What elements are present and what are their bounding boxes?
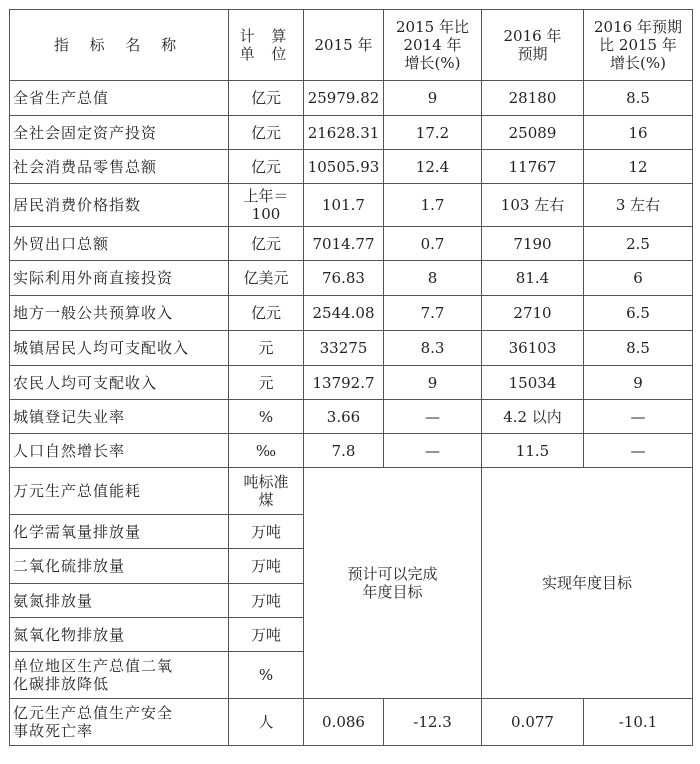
header-unit: 计 算 单 位 (229, 10, 304, 81)
indicator-name: 农民人均可支配收入 (10, 366, 229, 400)
header-expected-2016: 2016 年 预期 (482, 10, 584, 81)
indicator-name: 实际利用外商直接投资 (10, 261, 229, 296)
growth-2015: 0.7 (384, 227, 482, 261)
unit: 亿元 (229, 227, 304, 261)
growth-2015: — (384, 434, 482, 468)
table-row (10, 261, 693, 296)
unit: % (229, 652, 304, 699)
table-row (10, 434, 693, 468)
growth-2015: 8 (384, 261, 482, 296)
value-2015: 25979.82 (304, 81, 384, 116)
growth-2016: -10.1 (584, 699, 693, 746)
indicator-name: 氨氮排放量 (10, 584, 229, 618)
value-2015: 101.7 (304, 184, 384, 227)
growth-2016: 8.5 (584, 81, 693, 116)
growth-2016: 9 (584, 366, 693, 400)
indicator-name: 社会消费品零售总额 (10, 150, 229, 184)
expected-2016: 81.4 (482, 261, 584, 296)
indicator-name: 地方一般公共预算收入 (10, 296, 229, 331)
indicator-name: 全省生产总值 (10, 81, 229, 116)
unit: 万吨 (229, 584, 304, 618)
expected-2016: 25089 (482, 116, 584, 150)
value-2015: 13792.7 (304, 366, 384, 400)
unit: 亿元 (229, 296, 304, 331)
value-2015: 7.8 (304, 434, 384, 468)
table-row (10, 366, 693, 400)
table-row (10, 331, 693, 366)
value-2015: 10505.93 (304, 150, 384, 184)
indicator-name: 城镇登记失业率 (10, 400, 229, 434)
growth-2016: — (584, 434, 693, 468)
table-row (10, 184, 693, 227)
expected-2016: 28180 (482, 81, 584, 116)
growth-2015: 9 (384, 366, 482, 400)
growth-2016: 16 (584, 116, 693, 150)
indicator-name: 亿元生产总值生产安全 事故死亡率 (10, 699, 229, 746)
growth-2016: 8.5 (584, 331, 693, 366)
unit: 元 (229, 331, 304, 366)
unit: 亿元 (229, 116, 304, 150)
value-2015: 2544.08 (304, 296, 384, 331)
indicator-name: 人口自然增长率 (10, 434, 229, 468)
growth-2015: 1.7 (384, 184, 482, 227)
value-2015: 76.83 (304, 261, 384, 296)
value-2015: 3.66 (304, 400, 384, 434)
expected-2016: 11767 (482, 150, 584, 184)
indicator-name: 城镇居民人均可支配收入 (10, 331, 229, 366)
indicator-name: 化学需氧量排放量 (10, 515, 229, 549)
table-row (10, 150, 693, 184)
expected-2016: 4.2 以内 (482, 400, 584, 434)
table-row (10, 468, 693, 515)
growth-2015: 7.7 (384, 296, 482, 331)
table-row (10, 116, 693, 150)
value-2015: 7014.77 (304, 227, 384, 261)
indicator-name: 二氧化硫排放量 (10, 549, 229, 584)
unit: % (229, 400, 304, 434)
growth-2016: — (584, 400, 693, 434)
growth-2016: 2.5 (584, 227, 693, 261)
growth-2015: 12.4 (384, 150, 482, 184)
value-2015: 0.086 (304, 699, 384, 746)
growth-2015: 9 (384, 81, 482, 116)
indicator-name: 单位地区生产总值二氧 化碳排放降低 (10, 652, 229, 699)
header-growth-2015: 2015 年比 2014 年 增长(%) (384, 10, 482, 81)
value-2015: 21628.31 (304, 116, 384, 150)
expected-2016: 0.077 (482, 699, 584, 746)
expected-2016: 15034 (482, 366, 584, 400)
growth-2016: 3 左右 (584, 184, 693, 227)
expected-2016: 2710 (482, 296, 584, 331)
economic-indicators-table (9, 9, 693, 746)
unit: 人 (229, 699, 304, 746)
growth-2015: 17.2 (384, 116, 482, 150)
merged-2015-status: 预计可以完成 年度目标 (304, 468, 482, 699)
unit: 万吨 (229, 618, 304, 652)
growth-2015: — (384, 400, 482, 434)
growth-2016: 12 (584, 150, 693, 184)
table-row (10, 81, 693, 116)
indicator-name: 氮氧化物排放量 (10, 618, 229, 652)
unit: 吨标准 煤 (229, 468, 304, 515)
unit: 上年＝ 100 (229, 184, 304, 227)
growth-2016: 6 (584, 261, 693, 296)
expected-2016: 7190 (482, 227, 584, 261)
merged-2016-target: 实现年度目标 (482, 468, 693, 699)
indicator-name: 居民消费价格指数 (10, 184, 229, 227)
table-row (10, 296, 693, 331)
unit: 亿元 (229, 150, 304, 184)
header-growth-2016: 2016 年预期 比 2015 年 增长(%) (584, 10, 693, 81)
indicator-name: 全社会固定资产投资 (10, 116, 229, 150)
growth-2015: 8.3 (384, 331, 482, 366)
unit: ‰ (229, 434, 304, 468)
header-2015: 2015 年 (304, 10, 384, 81)
table-row (10, 699, 693, 746)
unit: 万吨 (229, 549, 304, 584)
expected-2016: 103 左右 (482, 184, 584, 227)
growth-2015: -12.3 (384, 699, 482, 746)
indicator-name: 万元生产总值能耗 (10, 468, 229, 515)
unit: 元 (229, 366, 304, 400)
header-indicator-name: 指 标 名 称 (10, 10, 229, 81)
growth-2016: 6.5 (584, 296, 693, 331)
table-row (10, 227, 693, 261)
unit: 万吨 (229, 515, 304, 549)
indicator-name: 外贸出口总额 (10, 227, 229, 261)
expected-2016: 11.5 (482, 434, 584, 468)
unit: 亿美元 (229, 261, 304, 296)
header-row (10, 10, 693, 81)
table-row (10, 400, 693, 434)
expected-2016: 36103 (482, 331, 584, 366)
unit: 亿元 (229, 81, 304, 116)
value-2015: 33275 (304, 331, 384, 366)
